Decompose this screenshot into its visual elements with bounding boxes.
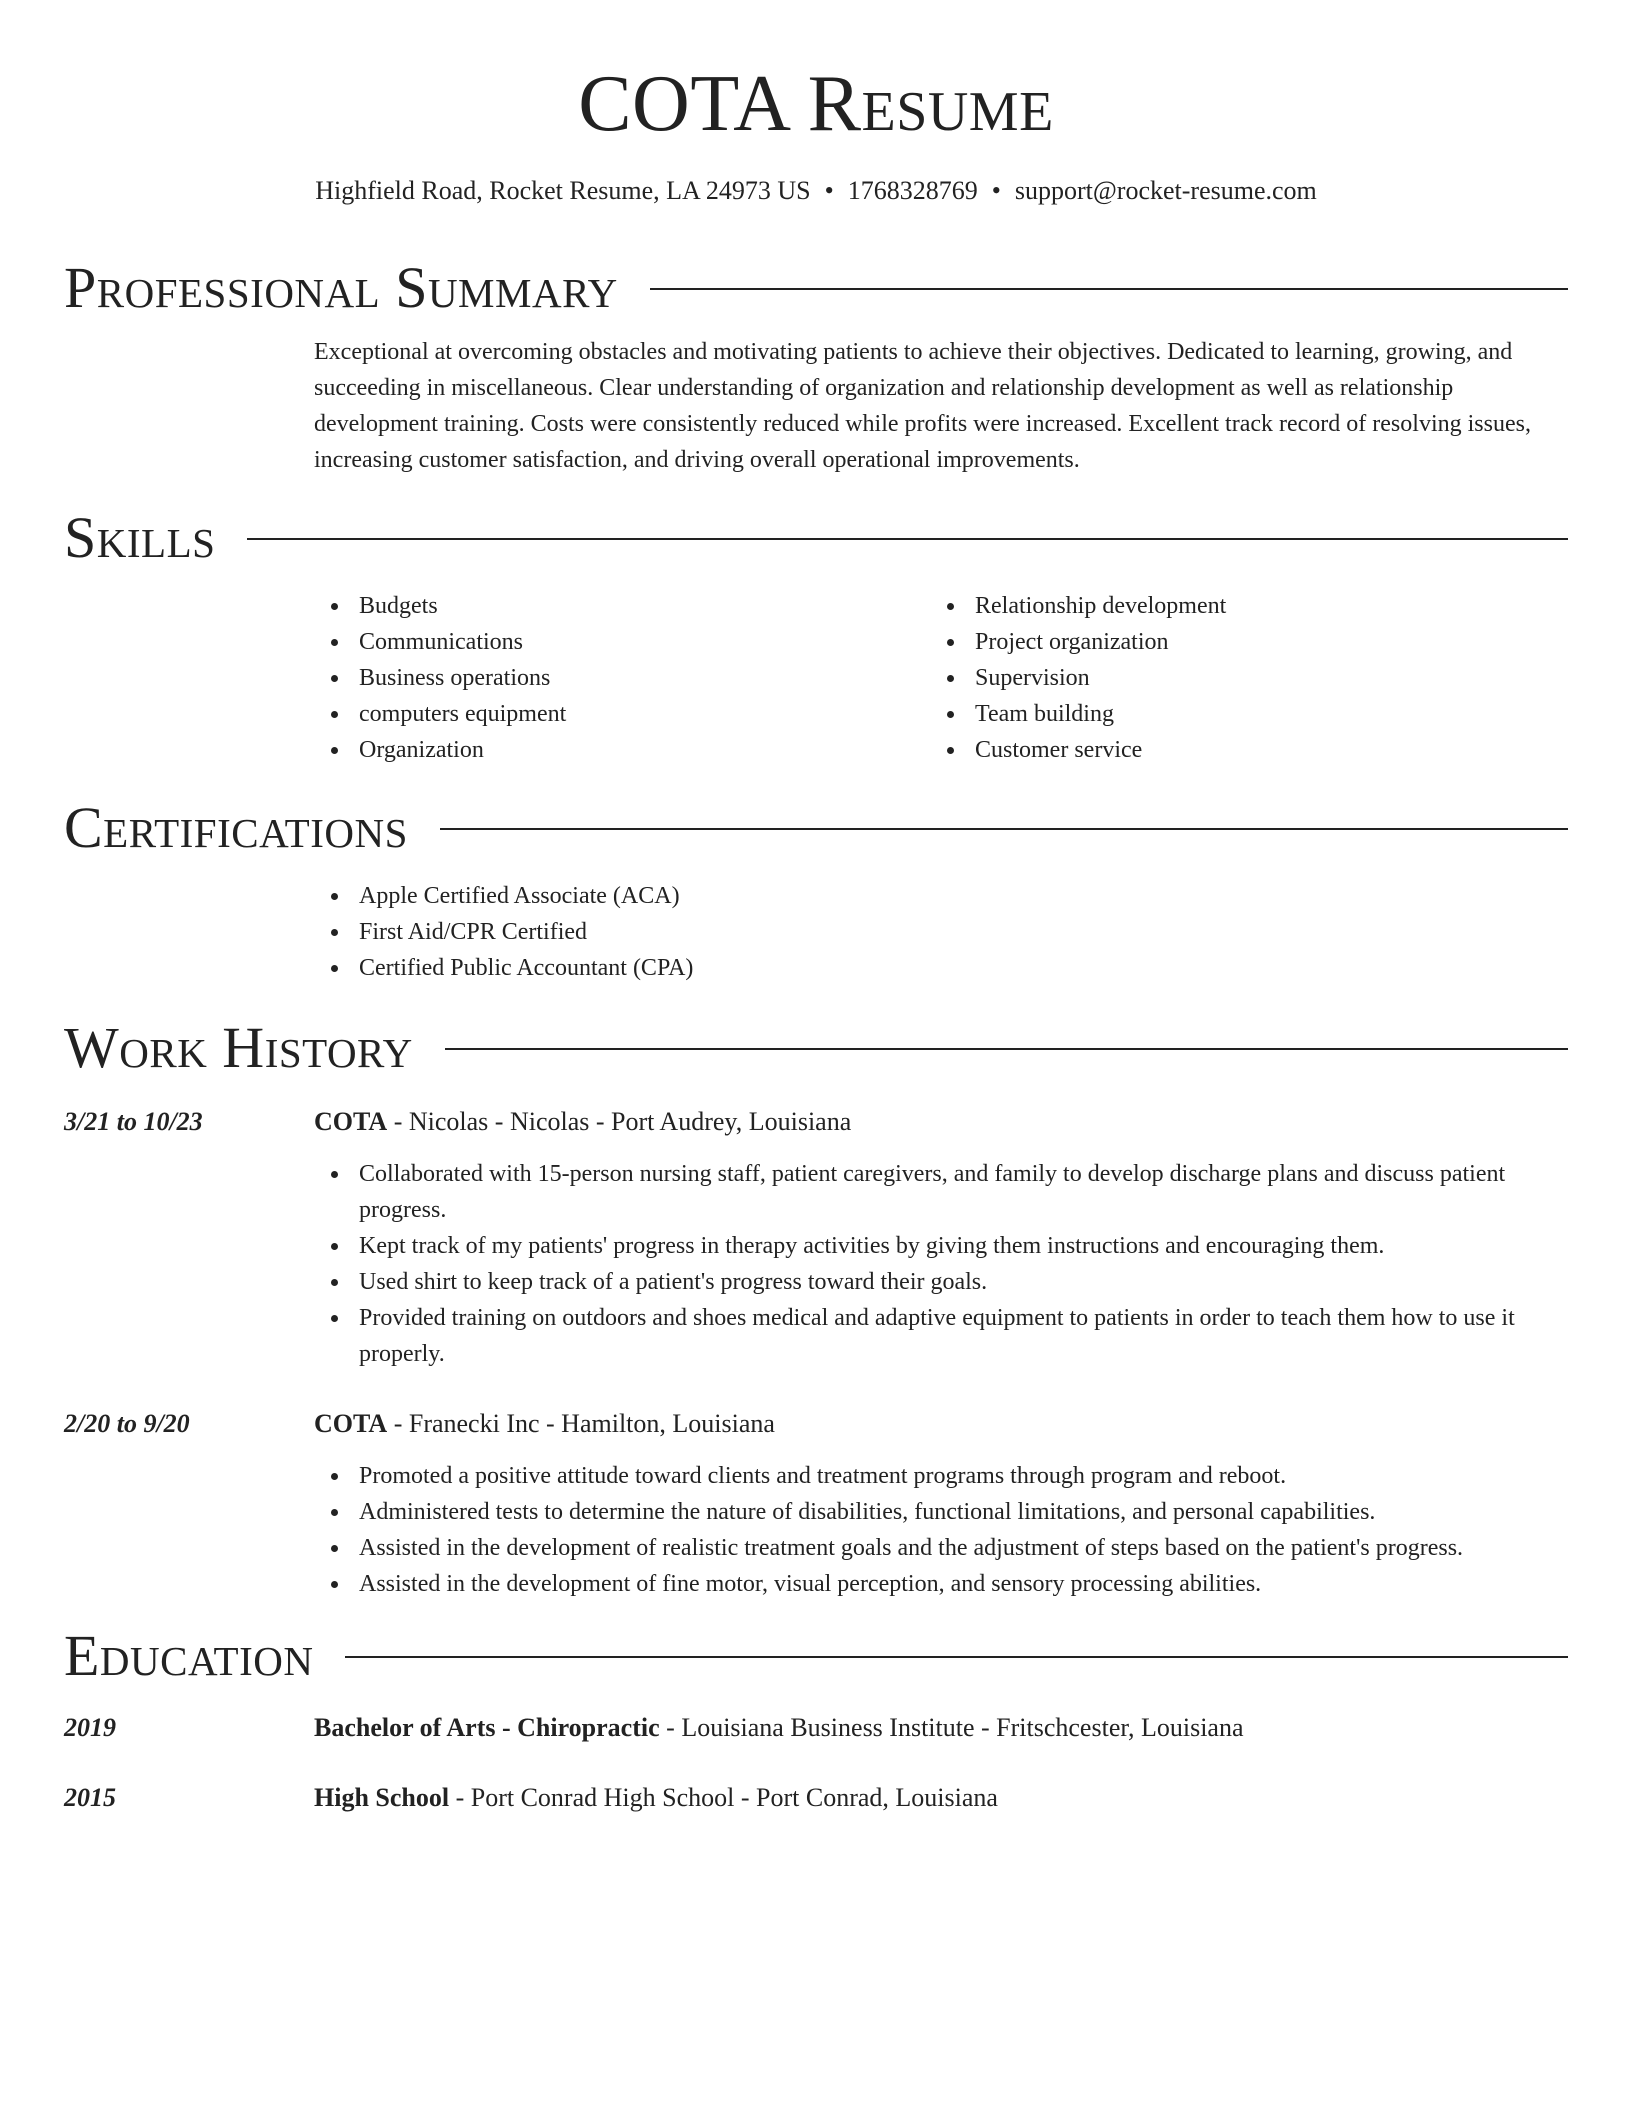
job-bullet: Assisted in the development of fine motor, visual perception, and sensory processing abilities. — [314, 1566, 1568, 1602]
section-title: Certifications — [64, 795, 408, 860]
education-degree: Bachelor of Arts - Chiropractic — [314, 1713, 660, 1742]
section-heading-summary — [64, 255, 1568, 320]
section-divider — [445, 1048, 1568, 1050]
section-title: Skills — [64, 505, 216, 570]
summary-text: Exceptional at overcoming obstacles and motivating patients to achieve their objectives. Dedicated to learning, growing, and succeeding in miscellaneous. Clear understanding of organization and relationship development as well as relationship development training. Costs were consistently reduced while profits were increased. Excellent track record of resolving issues, increasing customer satisfaction, and driving overall operational improvements. — [314, 339, 1531, 473]
education-degree: High School — [314, 1783, 450, 1812]
education-year: 2015 — [64, 1783, 116, 1812]
certification-item: Apple Certified Associate (ACA) — [314, 878, 1568, 914]
education-entry — [314, 1710, 1568, 1746]
section-heading-certifications — [64, 795, 1568, 860]
contact-phone: 1768328769 — [847, 176, 978, 205]
education-year: 2019 — [64, 1713, 116, 1742]
job-title-line — [314, 1406, 1568, 1442]
job-bullet: Provided training on outdoors and shoes medical and adaptive equipment to patients in order to teach them how to use it properly. — [314, 1300, 1568, 1372]
skill-item: Team building — [930, 696, 1530, 732]
job-bullet: Promoted a positive attitude toward clients and treatment programs through program and reboot. — [314, 1458, 1568, 1494]
job-bullet: Administered tests to determine the nature of disabilities, functional limitations, and personal capabilities. — [314, 1494, 1568, 1530]
section-heading-work-history — [64, 1015, 1568, 1080]
education-entry — [314, 1780, 1568, 1816]
contact-separator: • — [991, 176, 1001, 205]
section-title: Education — [64, 1623, 314, 1688]
skill-item: Relationship development — [930, 588, 1530, 624]
job-details: - Nicolas - Nicolas - Port Audrey, Louisiana — [387, 1107, 852, 1136]
job-bullet: Used shirt to keep track of a patient's progress toward their goals. — [314, 1264, 1568, 1300]
section-heading-education — [64, 1623, 1568, 1688]
contact-line — [0, 174, 1632, 208]
job-details: - Franecki Inc - Hamilton, Louisiana — [387, 1409, 775, 1438]
section-title: Professional Summary — [64, 255, 618, 320]
certification-item: First Aid/CPR Certified — [314, 914, 1568, 950]
skills-column-left — [314, 588, 914, 768]
section-title: Work History — [64, 1015, 413, 1080]
skills-column-right — [930, 588, 1530, 768]
education-details: - Port Conrad High School - Port Conrad, Louisiana — [449, 1783, 998, 1812]
education-details: - Louisiana Business Institute - Fritschcester, Louisiana — [659, 1713, 1244, 1742]
skill-item: Project organization — [930, 624, 1530, 660]
section-heading-skills — [64, 505, 1568, 570]
certification-item: Certified Public Accountant (CPA) — [314, 950, 1568, 986]
job-bullet: Kept track of my patients' progress in therapy activities by giving them instructions and encouraging them. — [314, 1228, 1568, 1264]
certifications-list — [314, 878, 1568, 986]
contact-separator: • — [824, 176, 834, 205]
contact-email: support@rocket-resume.com — [1014, 176, 1317, 205]
job-bullet: Assisted in the development of realistic treatment goals and the adjustment of steps based on the patient's progress. — [314, 1530, 1568, 1566]
skill-item: Communications — [314, 624, 914, 660]
section-divider — [247, 538, 1568, 540]
job-title: COTA — [314, 1409, 388, 1438]
contact-address: Highfield Road, Rocket Resume, LA 24973 US — [315, 176, 811, 205]
skill-item: Customer service — [930, 732, 1530, 768]
skill-item: Supervision — [930, 660, 1530, 696]
skill-item: Business operations — [314, 660, 914, 696]
resume-title: COTA Resume — [578, 60, 1054, 148]
section-divider — [650, 288, 1568, 290]
skill-item: computers equipment — [314, 696, 914, 732]
job-bullet: Collaborated with 15-person nursing staff, patient caregivers, and family to develop discharge plans and discuss patient progress. — [314, 1156, 1568, 1228]
job-dates: 3/21 to 10/23 — [64, 1107, 203, 1136]
section-divider — [440, 828, 1568, 830]
job-bullets — [314, 1458, 1568, 1602]
job-bullets — [314, 1156, 1568, 1372]
job-title: COTA — [314, 1107, 388, 1136]
job-title-line — [314, 1104, 1568, 1140]
job-dates: 2/20 to 9/20 — [64, 1409, 190, 1438]
section-divider — [345, 1656, 1568, 1658]
skill-item: Organization — [314, 732, 914, 768]
skill-item: Budgets — [314, 588, 914, 624]
